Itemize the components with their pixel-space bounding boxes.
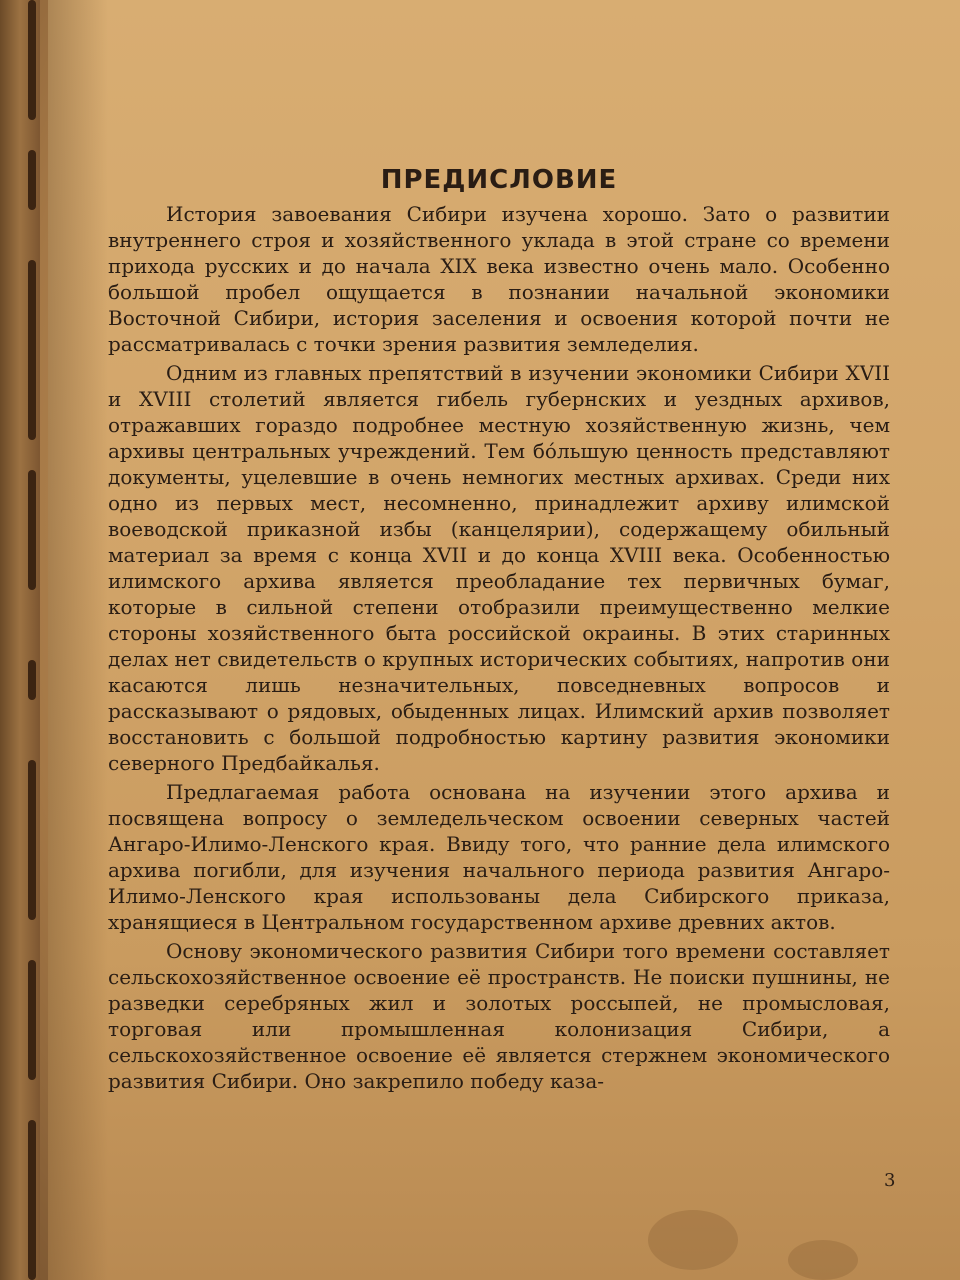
paragraph: Предлагаемая работа основана на изучении этого архива и посвящена вопросу о земледельческом освоении северных частей Ангаро-Илимо-Ленского края. Ввиду того, что ранние дела илимского архива погибли, для изучения начального периода развития Ангаро-Илимо-Ленского края использованы дела Сибирского приказа, хранящиеся в Центральном государственном архиве древних актов. [108, 780, 890, 934]
paragraph: Основу экономического развития Сибири того времени составляет сельскохозяйственное освоение её пространств. Не поиски пушнины, не разведки серебряных жил и золотых россыпей, не промысловая, торговая или промышленная колонизация Сибири, а сельскохозяйственное освоение её является стержнем экономического развития Сибири. Оно закрепило победу каза- [108, 939, 890, 1093]
binding-thread [22, 0, 50, 1280]
stitch [28, 150, 36, 210]
page-content [108, 165, 890, 1096]
stitch [28, 660, 36, 700]
book-page [48, 0, 960, 1280]
paragraph: Одним из главных препятствий в изучении экономики Сибири XVII и XVIII столетий является гибель губернских и уездных архивов, отражавших гораздо подробнее местную хозяйственную жизнь, чем архивы центральных учреждений. Тем бо́льшую ценность представляют документы, уцелевшие в очень немногих местных архивах. Среди них одно из первых мест, несомненно, принадлежит архиву илимской воеводской приказной избы (канцелярии), содержащему обильный материал за время с конца XVII и до конца XVIII века. Особенностью илимского архива является преобладание тех первичных бумаг, которые в сильной степени отобразили преимущественно мелкие стороны хозяйственного быта российской окраины. В этих старинных делах нет свидетельств о крупных исторических событиях, напротив они касаются лишь незначительных, повседневных вопросов и рассказывают о рядовых, обыденных лицах. Илимский архив позволяет восстановить с большой подробностью картину развития экономики северного Предбайкалья. [108, 361, 890, 775]
stitch [28, 260, 36, 440]
page-number: 3 [884, 1170, 896, 1191]
stitch [28, 470, 36, 590]
stitch [28, 1120, 36, 1280]
paper-stain [648, 1210, 738, 1270]
stitch [28, 760, 36, 920]
stitch [28, 0, 36, 120]
paragraph: История завоевания Сибири изучена хорошо. Зато о развитии внутреннего строя и хозяйственного уклада в этой стране со времени прихода русских и до начала XIX века известно очень мало. Особенно большой пробел ощущается в познании начальной экономики Восточной Сибири, история заселения и освоения которой почти не рассматривалась с точки зрения развития земледелия. [108, 202, 890, 356]
stitch [28, 960, 36, 1080]
paper-stain [788, 1240, 858, 1280]
page-title: ПРЕДИСЛОВИЕ [380, 165, 618, 195]
